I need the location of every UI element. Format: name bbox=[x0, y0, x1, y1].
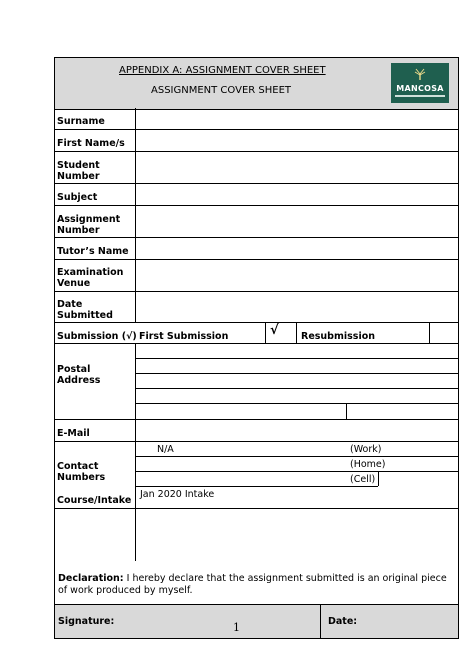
contact-numbers-label: Contact Numbers bbox=[57, 461, 106, 483]
sheet-title: ASSIGNMENT COVER SHEET bbox=[151, 85, 292, 96]
first-submission-checkmark: √ bbox=[270, 323, 279, 338]
submission-label: Submission (√) bbox=[57, 331, 137, 342]
postal-address-label: Postal Address bbox=[57, 364, 101, 386]
cell-number-label: (Cell) bbox=[350, 474, 376, 485]
logo-tagline-bar bbox=[395, 95, 445, 97]
signature-row bbox=[54, 604, 459, 639]
declaration-label: Declaration: bbox=[58, 573, 124, 584]
date-submitted-label: Date Submitted bbox=[57, 299, 113, 321]
sheet-header bbox=[54, 57, 459, 110]
form-grid bbox=[54, 108, 459, 561]
mancosa-logo bbox=[391, 63, 449, 103]
declaration-box bbox=[54, 561, 459, 605]
logo-text: MANCOSA bbox=[396, 84, 444, 93]
subject-label: Subject bbox=[57, 192, 98, 203]
resubmission-label: Resubmission bbox=[301, 331, 375, 342]
email-label: E-Mail bbox=[57, 428, 90, 439]
tree-icon bbox=[413, 67, 427, 81]
home-number-label: (Home) bbox=[350, 459, 386, 470]
appendix-title: APPENDIX A: ASSIGNMENT COVER SHEET bbox=[119, 65, 326, 76]
date-label: Date: bbox=[328, 616, 358, 627]
page-number: 1 bbox=[233, 621, 240, 634]
surname-label: Surname bbox=[57, 116, 105, 127]
tutors-name-label: Tutor’s Name bbox=[57, 246, 129, 257]
course-intake-value: Jan 2020 Intake bbox=[140, 489, 215, 500]
course-intake-label: Course/Intake bbox=[57, 495, 132, 506]
assignment-number-label: Assignment Number bbox=[57, 214, 121, 236]
signature-label: Signature: bbox=[58, 616, 115, 627]
declaration-text: I hereby declare that the assignment submitted is an original piece of work produced by myself. bbox=[58, 573, 447, 596]
work-number-label: (Work) bbox=[350, 444, 382, 455]
first-names-label: First Name/s bbox=[57, 138, 125, 149]
examination-venue-label: Examination Venue bbox=[57, 267, 124, 289]
work-number-value: N/A bbox=[157, 444, 174, 455]
first-submission-label: First Submission bbox=[139, 331, 229, 342]
student-number-label: Student Number bbox=[57, 160, 100, 182]
